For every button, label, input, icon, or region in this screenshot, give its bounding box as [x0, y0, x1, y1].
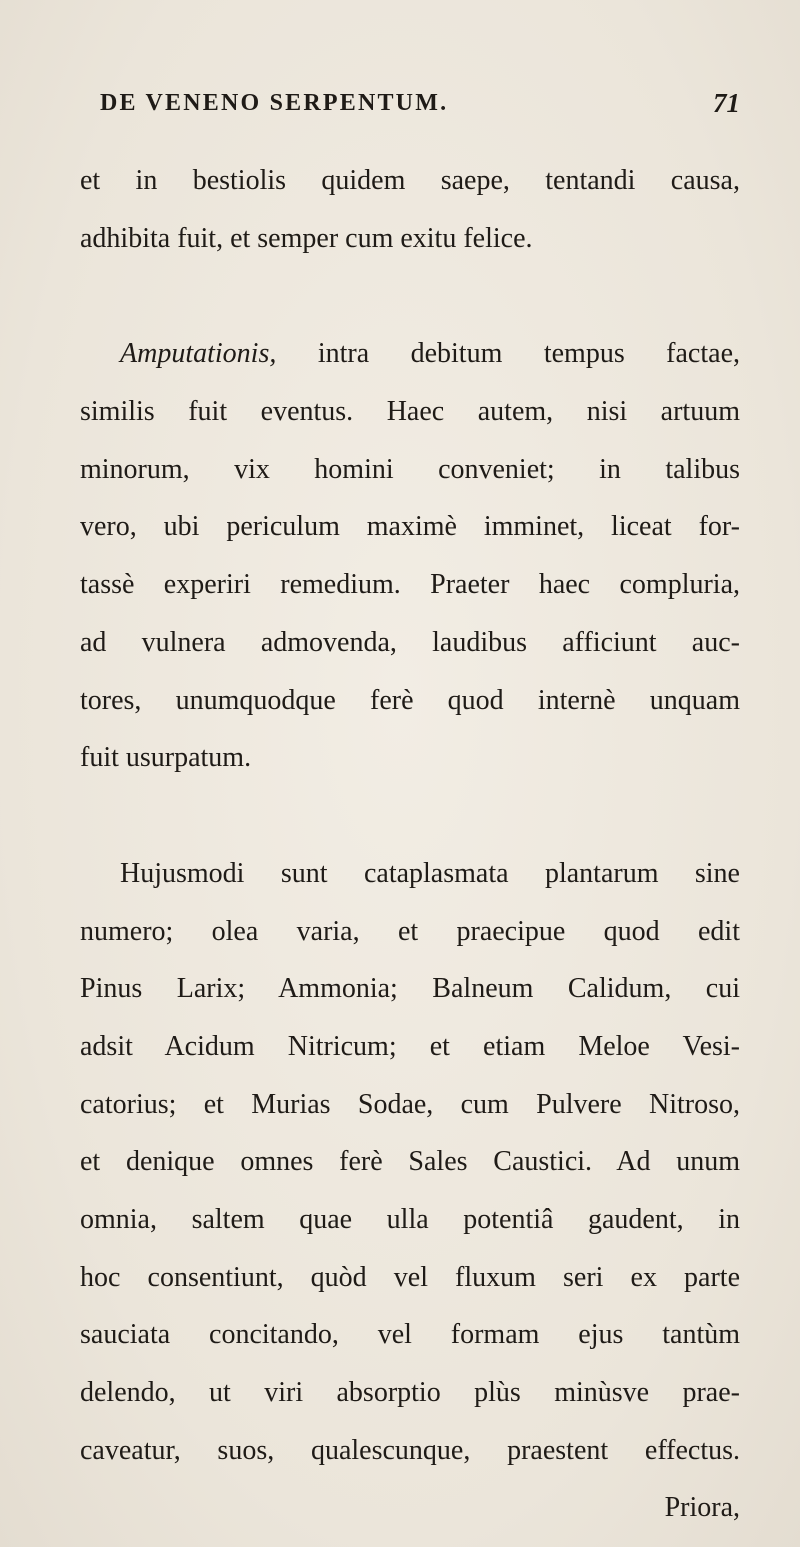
text-line: similis fuit eventus. Haec autem, nisi artuum: [80, 396, 740, 428]
text-line: et denique omnes ferè Sales Caustici. Ad unum: [80, 1146, 740, 1178]
paragraph-gap: [80, 267, 740, 325]
catchword: Priora,: [664, 1492, 740, 1524]
text-line: adhibita fuit, et semper cum exitu felice.: [80, 222, 533, 254]
text-line: hoc consentiunt, quòd vel fluxum seri ex parte: [80, 1261, 740, 1293]
text-line: omnia, saltem quae ulla potentiâ gaudent, in: [80, 1204, 740, 1235]
text-line: Hujusmodi sunt cataplasmata plantarum sine: [120, 857, 740, 889]
text-line: caveatur, suos, qualescunque, praestent effectus.: [80, 1434, 740, 1466]
text-line: et in bestiolis quidem saepe, tentandi causa,: [80, 165, 740, 196]
text-line: sauciata concitando, vel formam ejus tantùm: [80, 1319, 740, 1351]
paragraph-2: [80, 325, 740, 787]
text-line: adsit Acidum Nitricum; et etiam Meloe Vesi-: [80, 1030, 740, 1062]
text-line: numero; olea varia, et praecipue quod edit: [80, 915, 740, 947]
text-line: vero, ubi periculum maximè imminet, liceat for-: [80, 511, 740, 543]
paragraph-gap: [80, 787, 740, 845]
italic-term: Amputationis,: [120, 338, 277, 370]
text-line: fuit usurpatum.: [80, 742, 252, 774]
text-line: ad vulnera admovenda, laudibus afficiunt auc-: [80, 626, 740, 658]
body-text: [80, 152, 740, 1537]
page-number: 71: [713, 88, 740, 118]
text-line: [80, 325, 740, 383]
text-line: delendo, ut viri absorptio plùs minùsve prae-: [80, 1377, 740, 1409]
text-span: intra debitum tempus factae,: [276, 338, 740, 370]
paragraph-3: [80, 845, 740, 1480]
text-line: Pinus Larix; Ammonia; Balneum Calidum, cui: [80, 973, 740, 1005]
text-line: catorius; et Murias Sodae, cum Pulvere Nitroso,: [80, 1088, 740, 1120]
paragraph-1: [80, 152, 740, 267]
running-title: DE VENENO SERPENTUM.: [100, 90, 449, 116]
text-line: tassè experiri remedium. Praeter haec compluria,: [80, 569, 740, 601]
text-line: minorum, vix homini conveniet; in talibus: [80, 453, 740, 485]
text-line: tores, unumquodque ferè quod internè unquam: [80, 684, 740, 716]
running-head: [80, 90, 740, 130]
